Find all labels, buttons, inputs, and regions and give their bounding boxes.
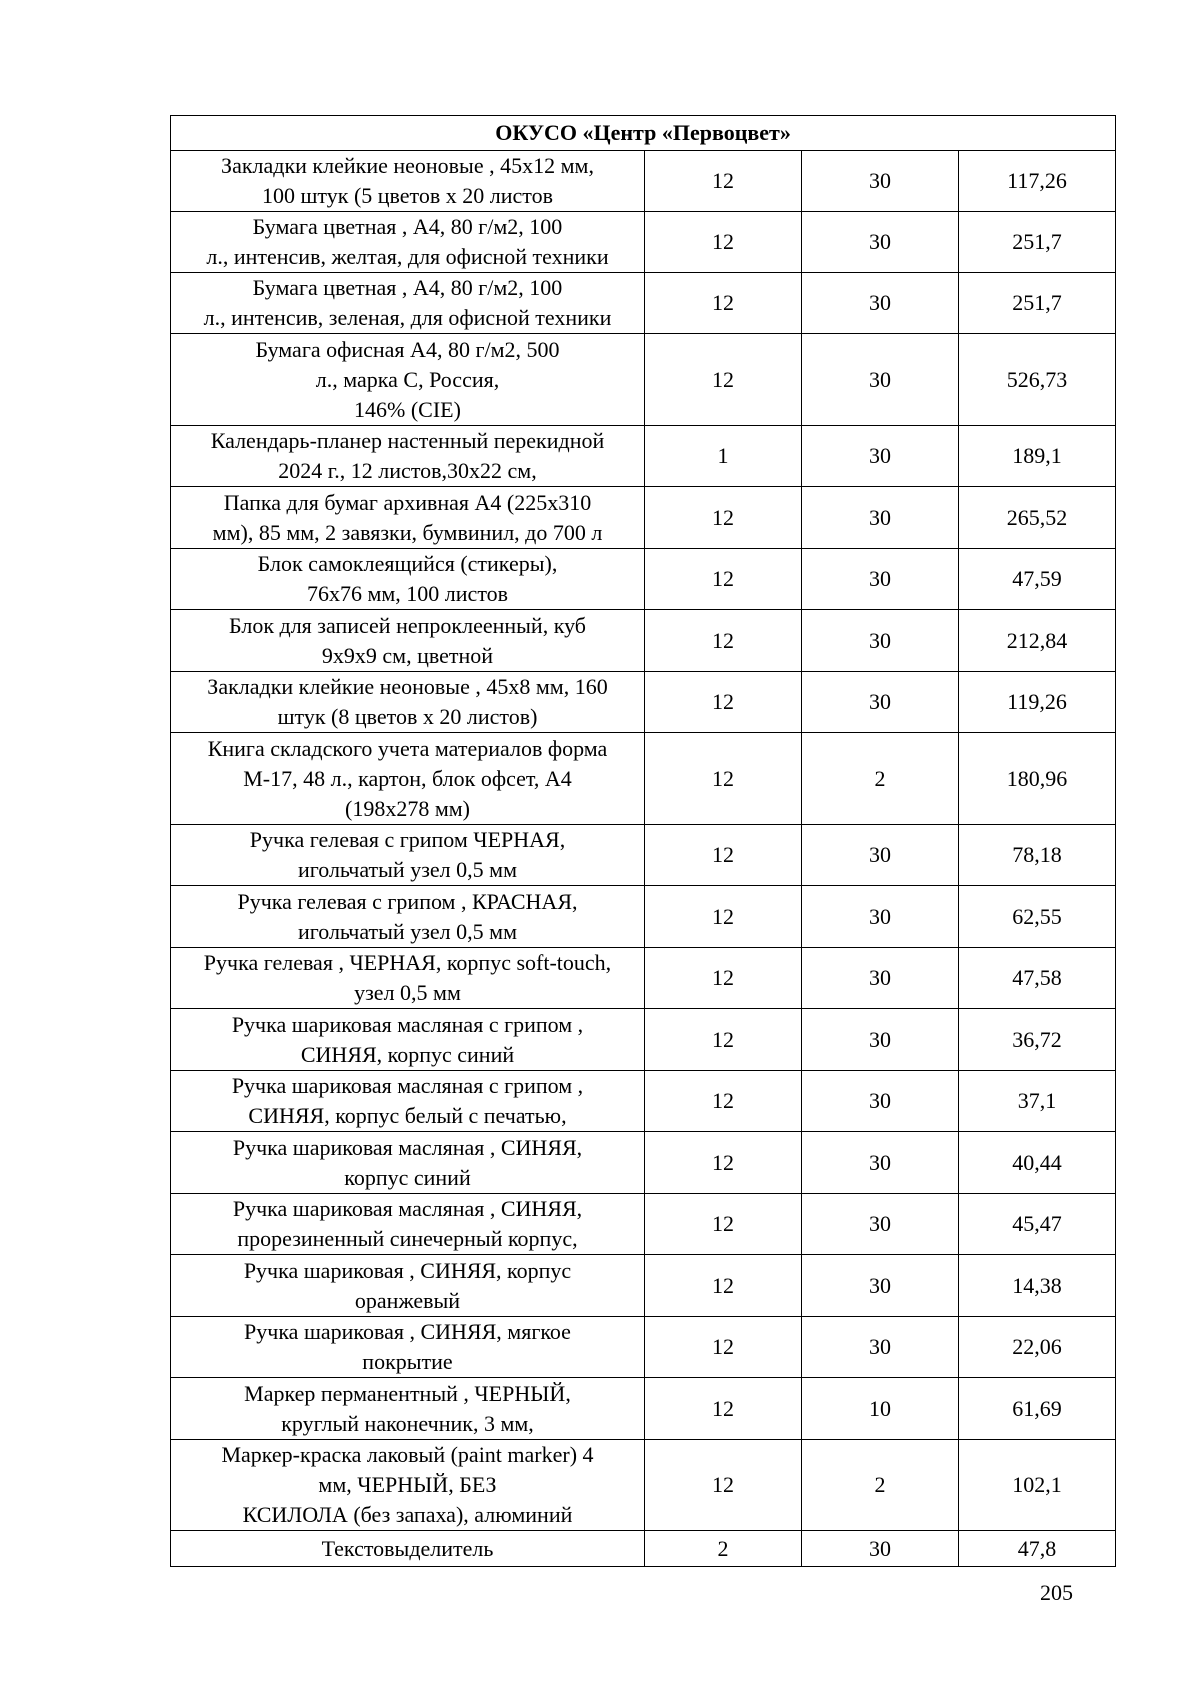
item-name-line: корпус синий	[344, 1164, 471, 1190]
term-cell: 30	[802, 212, 959, 273]
item-name-line: Папка для бумаг архивная А4 (225х310	[223, 489, 592, 515]
item-name-line: 146% (CIE)	[354, 396, 461, 422]
item-name-line: л., марка С, Россия,	[315, 366, 500, 392]
price-cell: 22,06	[959, 1317, 1116, 1378]
supplies-table	[170, 115, 1116, 1567]
price-cell: 45,47	[959, 1194, 1116, 1255]
term-cell: 30	[802, 151, 959, 212]
item-name-line: мм, ЧЕРНЫЙ, БЕЗ	[318, 1472, 497, 1497]
item-name-line: СИНЯЯ, корпус синий	[300, 1041, 515, 1067]
table-header: ОКУСО «Центр «Первоцвет»	[171, 116, 1116, 151]
table-row	[171, 825, 1116, 886]
term-cell: 30	[802, 1255, 959, 1317]
price-cell: 251,7	[959, 273, 1116, 334]
term-cell: 30	[802, 610, 959, 672]
quantity-cell: 12	[645, 212, 802, 273]
term-cell: 30	[802, 1194, 959, 1255]
term-cell: 30	[802, 1317, 959, 1378]
item-name-cell	[171, 334, 645, 426]
price-cell: 62,55	[959, 886, 1116, 948]
table-row	[171, 1531, 1116, 1567]
item-name-cell	[171, 212, 645, 273]
item-name-line: мм), 85 мм, 2 завязки, бумвинил, до 700 л	[212, 519, 603, 545]
item-name-line: (198х278 мм)	[345, 795, 470, 821]
table-row	[171, 487, 1116, 549]
item-name-cell	[171, 672, 645, 733]
term-cell: 30	[802, 1132, 959, 1194]
term-cell: 30	[802, 549, 959, 610]
item-name-line: Ручка шариковая масляная , СИНЯЯ,	[232, 1134, 583, 1160]
price-cell: 36,72	[959, 1009, 1116, 1071]
table-row	[171, 1132, 1116, 1194]
price-cell: 117,26	[959, 151, 1116, 212]
table-row	[171, 549, 1116, 610]
table-row	[171, 948, 1116, 1009]
quantity-cell: 12	[645, 151, 802, 212]
item-name-line: Бумага цветная , А4, 80 г/м2, 100	[252, 275, 563, 300]
price-cell: 265,52	[959, 487, 1116, 549]
quantity-cell: 12	[645, 1009, 802, 1071]
term-cell: 2	[802, 733, 959, 825]
item-name-line: КСИЛОЛА (без запаха), алюминий	[242, 1502, 573, 1527]
item-name-cell	[171, 1255, 645, 1317]
item-name-cell	[171, 273, 645, 334]
quantity-cell: 12	[645, 273, 802, 334]
quantity-cell: 12	[645, 1194, 802, 1255]
quantity-cell: 12	[645, 1378, 802, 1440]
item-name-line: Текстовыделитель	[321, 1535, 494, 1561]
item-name-line: Ручка гелевая с грипом , КРАСНАЯ,	[237, 888, 578, 914]
table-row	[171, 273, 1116, 334]
quantity-cell: 12	[645, 886, 802, 948]
item-name-line: Ручка гелевая , ЧЕРНАЯ, корпус soft-touch,	[203, 950, 612, 975]
table-row	[171, 334, 1116, 426]
term-cell: 30	[802, 1071, 959, 1132]
table-body	[171, 116, 1116, 1567]
item-name-line: игольчатый узел 0,5 мм	[297, 857, 517, 882]
item-name-line: покрытие	[362, 1349, 453, 1374]
item-name-line: М-17, 48 л., картон, блок офсет, А4	[243, 765, 572, 791]
item-name-cell	[171, 825, 645, 886]
item-name-line: Блок для записей непроклеенный, куб	[229, 612, 586, 638]
table-row	[171, 1071, 1116, 1132]
quantity-cell: 12	[645, 948, 802, 1009]
quantity-cell: 12	[645, 549, 802, 610]
item-name-line: Закладки клейкие неоновые , 45х8 мм, 160	[207, 674, 608, 699]
quantity-cell: 12	[645, 1317, 802, 1378]
term-cell: 30	[802, 273, 959, 334]
quantity-cell: 12	[645, 672, 802, 733]
quantity-cell: 12	[645, 733, 802, 825]
term-cell: 30	[802, 672, 959, 733]
table-row	[171, 1440, 1116, 1531]
price-cell: 14,38	[959, 1255, 1116, 1317]
price-cell: 47,8	[959, 1531, 1116, 1567]
table-row	[171, 733, 1116, 825]
item-name-line: Ручка шариковая , СИНЯЯ, корпус	[243, 1257, 572, 1283]
item-name-cell	[171, 1378, 645, 1440]
page-number: 205	[1040, 1580, 1073, 1605]
term-cell: 30	[802, 426, 959, 487]
price-cell: 212,84	[959, 610, 1116, 672]
item-name-line: л., интенсив, зеленая, для офисной техники	[203, 305, 612, 330]
item-name-line: игольчатый узел 0,5 мм	[297, 918, 517, 944]
item-name-cell	[171, 948, 645, 1009]
table-row	[171, 1255, 1116, 1317]
item-name-cell	[171, 733, 645, 825]
quantity-cell: 12	[645, 487, 802, 549]
table-row	[171, 212, 1116, 273]
item-name-line: СИНЯЯ, корпус белый с печатью,	[248, 1103, 567, 1128]
term-cell: 30	[802, 334, 959, 426]
table-row	[171, 426, 1116, 487]
term-cell: 30	[802, 886, 959, 948]
price-cell: 180,96	[959, 733, 1116, 825]
item-name-line: 100 штук (5 цветов х 20 листов	[261, 183, 554, 208]
price-cell: 189,1	[959, 426, 1116, 487]
item-name-line: Блок самоклеящийся (стикеры),	[257, 551, 558, 576]
item-name-cell	[171, 1531, 645, 1567]
item-name-cell	[171, 151, 645, 212]
table-row	[171, 1378, 1116, 1440]
price-cell: 47,59	[959, 549, 1116, 610]
term-cell: 30	[802, 1531, 959, 1567]
item-name-cell	[171, 1132, 645, 1194]
table-row	[171, 1009, 1116, 1071]
item-name-line: Книга складского учета материалов форма	[207, 735, 608, 761]
term-cell: 30	[802, 825, 959, 886]
item-name-line: Ручка шариковая масляная с грипом ,	[231, 1073, 584, 1098]
price-cell: 119,26	[959, 672, 1116, 733]
item-name-line: 9х9х9 см, цветной	[321, 642, 494, 668]
table-row	[171, 1194, 1116, 1255]
term-cell: 30	[802, 1009, 959, 1071]
item-name-cell	[171, 610, 645, 672]
quantity-cell: 1	[645, 426, 802, 487]
table-row	[171, 672, 1116, 733]
item-name-line: 2024 г., 12 листов,30х22 см,	[278, 458, 537, 483]
table-row	[171, 1317, 1116, 1378]
item-name-line: л., интенсив, желтая, для офисной техники	[206, 244, 609, 269]
price-cell: 61,69	[959, 1378, 1116, 1440]
quantity-cell: 12	[645, 1255, 802, 1317]
table-row	[171, 151, 1116, 212]
item-name-line: 76х76 мм, 100 листов	[306, 581, 509, 606]
item-name-cell	[171, 1440, 645, 1531]
quantity-cell: 12	[645, 1440, 802, 1531]
item-name-line: узел 0,5 мм	[354, 980, 461, 1005]
quantity-cell: 12	[645, 825, 802, 886]
item-name-line: штук (8 цветов х 20 листов)	[277, 704, 538, 729]
table-header-row	[171, 116, 1116, 151]
price-cell: 251,7	[959, 212, 1116, 273]
price-cell: 102,1	[959, 1440, 1116, 1531]
item-name-cell	[171, 1009, 645, 1071]
item-name-line: Ручка гелевая с грипом ЧЕРНАЯ,	[249, 827, 566, 852]
item-name-cell	[171, 1194, 645, 1255]
item-name-line: оранжевый	[354, 1287, 461, 1313]
item-name-line: Закладки клейкие неоновые , 45х12 мм,	[221, 153, 594, 178]
term-cell: 10	[802, 1378, 959, 1440]
table-row	[171, 610, 1116, 672]
table-row	[171, 886, 1116, 948]
item-name-line: круглый наконечник, 3 мм,	[281, 1410, 534, 1436]
item-name-line: Бумага офисная А4, 80 г/м2, 500	[255, 336, 560, 362]
quantity-cell: 12	[645, 1071, 802, 1132]
item-name-line: Календарь-планер настенный перекидной	[210, 428, 605, 453]
price-cell: 78,18	[959, 825, 1116, 886]
term-cell: 30	[802, 948, 959, 1009]
item-name-line: Бумага цветная , А4, 80 г/м2, 100	[252, 214, 563, 239]
quantity-cell: 12	[645, 610, 802, 672]
term-cell: 30	[802, 487, 959, 549]
term-cell: 2	[802, 1440, 959, 1531]
quantity-cell: 12	[645, 1132, 802, 1194]
item-name-line: Ручка шариковая , СИНЯЯ, мягкое	[244, 1319, 571, 1344]
item-name-line: прорезиненный синечерный корпус,	[237, 1226, 578, 1251]
item-name-cell	[171, 549, 645, 610]
item-name-cell	[171, 886, 645, 948]
quantity-cell: 2	[645, 1531, 802, 1567]
item-name-line: Ручка шариковая масляная с грипом ,	[231, 1011, 584, 1037]
price-cell: 40,44	[959, 1132, 1116, 1194]
item-name-cell	[171, 426, 645, 487]
price-cell: 47,58	[959, 948, 1116, 1009]
item-name-line: Ручка шариковая масляная , СИНЯЯ,	[232, 1196, 583, 1221]
item-name-line: Маркер-краска лаковый (paint marker) 4	[221, 1442, 594, 1467]
item-name-cell	[171, 1071, 645, 1132]
item-name-line: Маркер перманентный , ЧЕРНЫЙ,	[244, 1380, 571, 1406]
price-cell: 526,73	[959, 334, 1116, 426]
item-name-cell	[171, 1317, 645, 1378]
price-cell: 37,1	[959, 1071, 1116, 1132]
quantity-cell: 12	[645, 334, 802, 426]
item-name-cell	[171, 487, 645, 549]
